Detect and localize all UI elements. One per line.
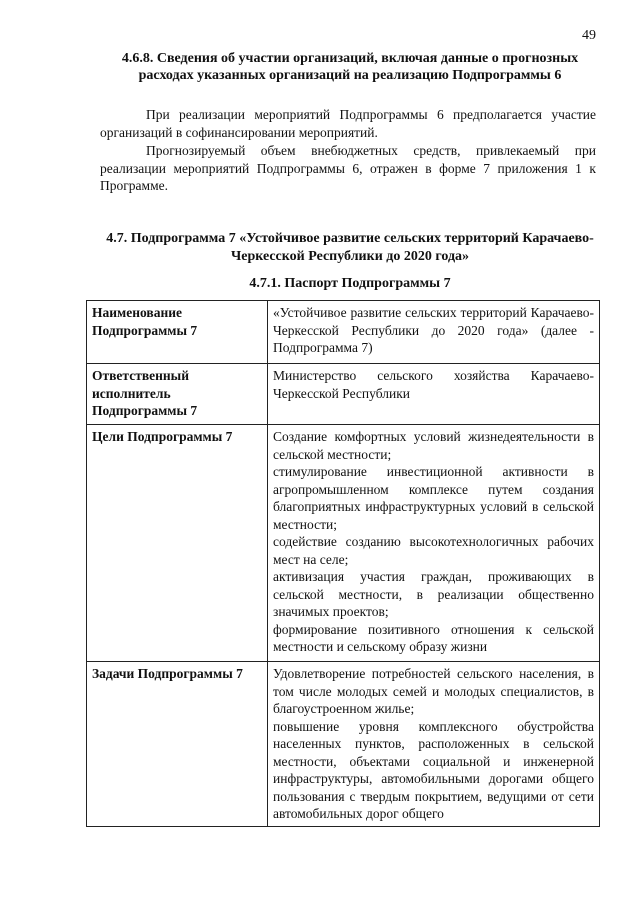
- passport-table: [86, 300, 600, 827]
- row-value: [268, 425, 600, 662]
- value-line: повышение уровня комплексного обустройства населенных пунктов, расположенных в сельской местности, объектами социальной и инженерной инфраструктуры, автомобильными дорогами общего пользования с твердым покрытием, ведущими от сети автомобильных дорог общего: [273, 718, 594, 821]
- paragraph: При реализации мероприятий Подпрограммы 6 предполагается участие организаций в софинансировании мероприятий.: [100, 107, 596, 140]
- value-line: формирование позитивного отношения к сельской местности и сельскому образу жизни: [273, 621, 594, 654]
- row-label: Ответственный исполнитель Подпрограммы 7: [87, 364, 268, 425]
- value-line: активизация участия граждан, проживающих в сельской местности, в реализации общественно значимых проектов;: [273, 569, 594, 619]
- value-line: Министерство сельского хозяйства Карачаево-Черкесской Республики: [273, 368, 594, 401]
- value-line: Удовлетворение потребностей сельского населения, в том числе молодых семей и молодых специалистов, в благоустроенном жилье;: [273, 666, 594, 716]
- paragraph: Прогнозируемый объем внебюджетных средств, привлекаемый при реализации мероприятий Подпрограммы 6, отражен в форме 7 приложения 1 к Программе.: [100, 143, 596, 193]
- value-line: Создание комфортных условий жизнедеятельности в сельской местности;: [273, 429, 594, 462]
- table-row: [87, 425, 600, 662]
- row-label: Наименование Подпрограммы 7: [87, 301, 268, 364]
- passport-heading: 4.7.1. Паспорт Подпрограммы 7: [249, 276, 451, 291]
- table-row: [87, 364, 600, 425]
- row-value: [268, 662, 600, 827]
- value-line: «Устойчивое развитие сельских территорий Карачаево-Черкесской Республики до 2020 года» (далее - Подпрограмма 7): [273, 305, 594, 355]
- row-label: Цели Подпрограммы 7: [87, 425, 268, 662]
- subprogram-heading: 4.7. Подпрограмма 7 «Устойчивое развитие сельских территорий Карачаево-Черкесской Республики до 2020 года»: [106, 231, 594, 264]
- row-value: [268, 364, 600, 425]
- row-value: [268, 301, 600, 364]
- row-label: Задачи Подпрограммы 7: [87, 662, 268, 827]
- table-row: [87, 662, 600, 827]
- value-line: содействие созданию высокотехнологичных рабочих мест на селе;: [273, 534, 594, 567]
- section-heading: 4.6.8. Сведения об участии организаций, включая данные о прогнозных расходах указанных организаций на реализацию Подпрограммы 6: [121, 51, 579, 83]
- page-number: 49: [582, 28, 596, 43]
- value-line: стимулирование инвестиционной активности в агропромышленном комплексе путем создания благоприятных инфраструктурных условий в сельской местности;: [273, 464, 594, 532]
- table-row: [87, 301, 600, 364]
